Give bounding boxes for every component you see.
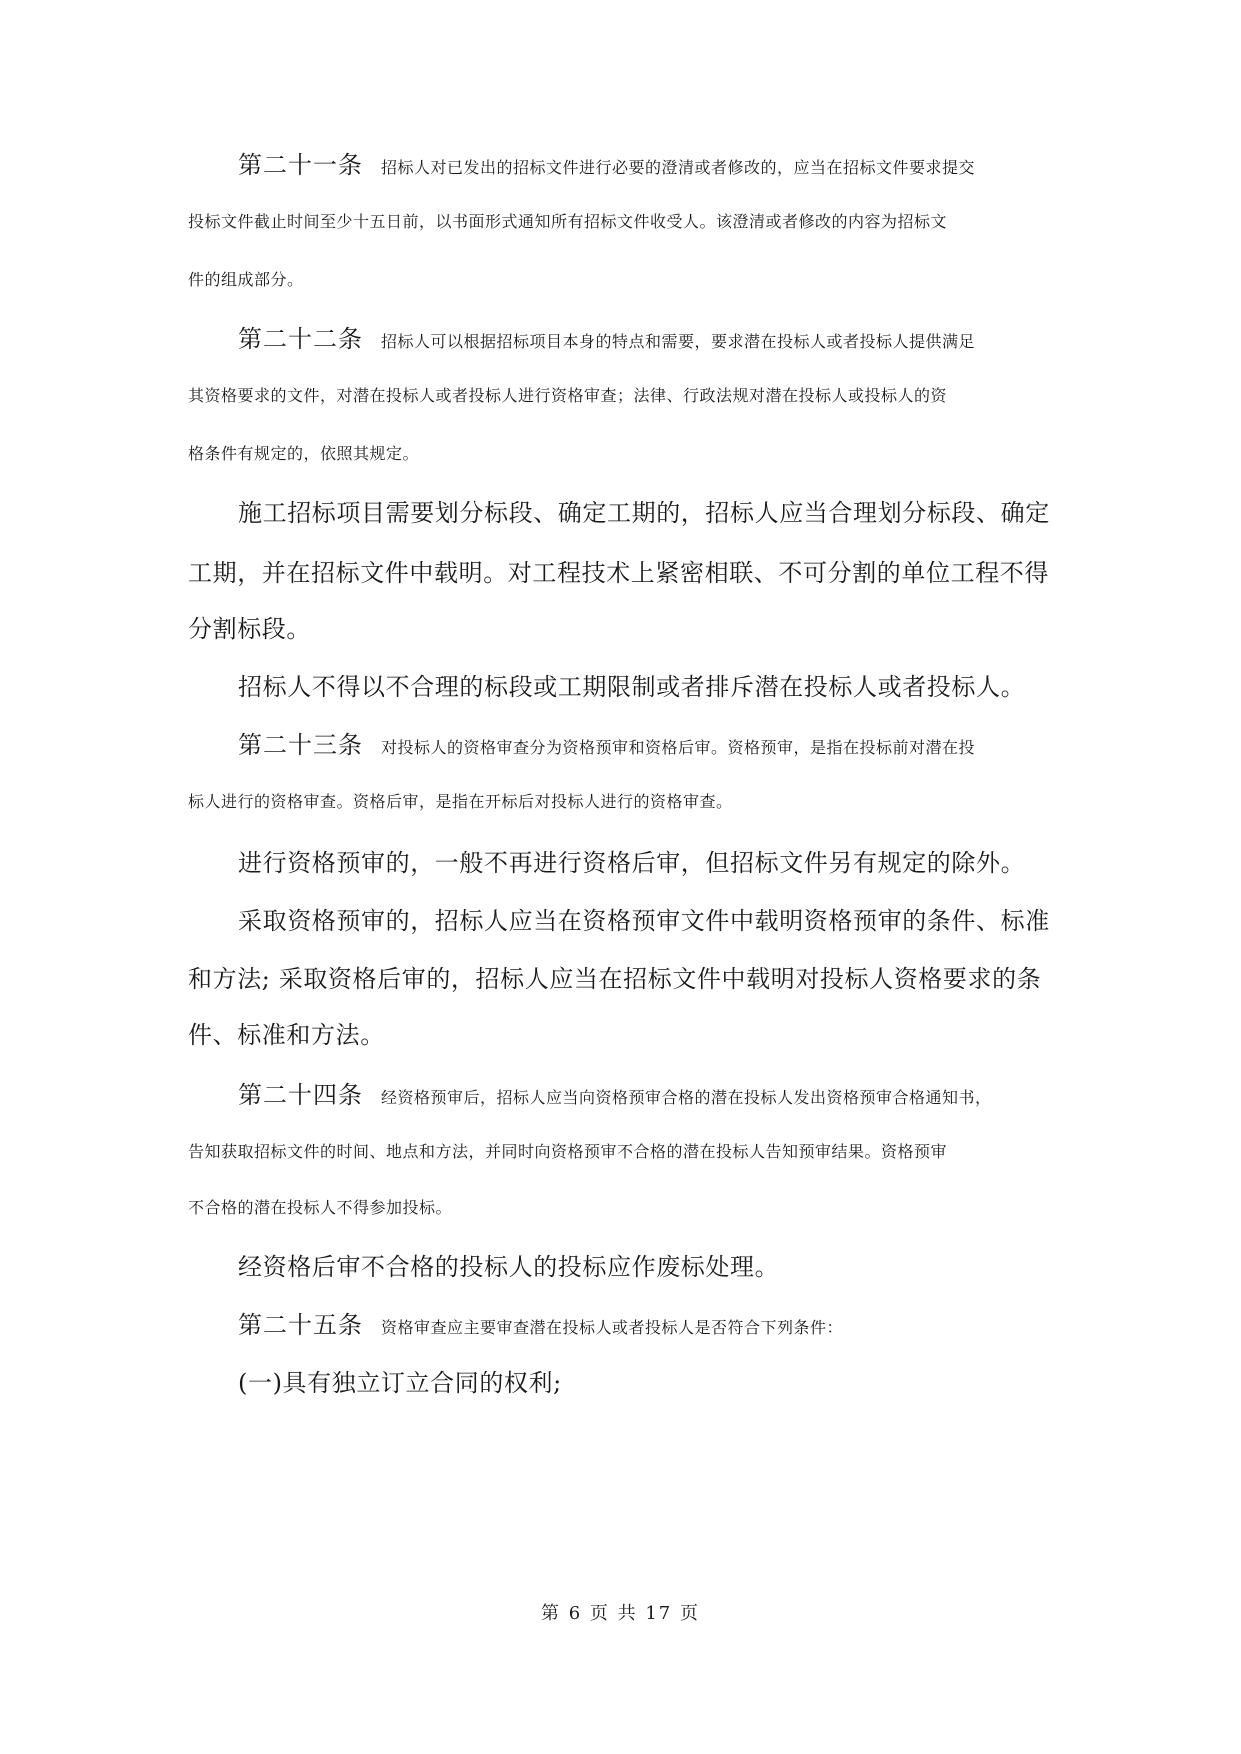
- sections-para-line-1: 施工招标项目需要划分标段、确定工期的，招标人应当合理划分标段、确定: [238, 499, 1050, 527]
- article-24-line-3: 不合格的潜在投标人不得参加投标。: [188, 1198, 453, 1217]
- article-25-label: 第二十五条: [238, 1311, 363, 1339]
- sections-para-line-2: 工期，并在招标文件中载明。对工程技术上紧密相联、不可分割的单位工程不得: [188, 559, 1049, 587]
- article-22-line-1: [238, 322, 1068, 356]
- item-1-line-1: (一)具有独立订立合同的权利;: [238, 1369, 562, 1397]
- article-22-line-3: 格条件有规定的，依照其规定。: [188, 444, 420, 463]
- article-23-line-2: 标人进行的资格审查。资格后审，是指在开标后对投标人进行的资格审查。: [188, 792, 733, 811]
- article-24-label: 第二十四条: [238, 1081, 363, 1109]
- article-23-line-1: [238, 728, 1068, 762]
- article-24-text-1: 经资格预审后，招标人应当向资格预审合格的潜在投标人发出资格预审合格通知书，: [381, 1088, 992, 1107]
- method-para-line-1: 采取资格预审的，招标人应当在资格预审文件中载明资格预审的条件、标准: [238, 907, 1050, 935]
- invalid-para-line-1: 经资格后审不合格的投标人的投标应作废标处理。: [238, 1253, 780, 1281]
- article-22-line-2: 其资格要求的文件，对潜在投标人或者投标人进行资格审查；法律、行政法规对潜在投标人或投标人的资: [188, 386, 948, 405]
- restrict-para-line-1: 招标人不得以不合理的标段或工期限制或者排斥潜在投标人或者投标人。: [238, 673, 1026, 701]
- article-21-line-2: 投标文件截止时间至少十五日前，以书面形式通知所有招标文件收受人。该澄清或者修改的内容为招标文: [188, 212, 948, 231]
- article-24-line-2: 告知获取招标文件的时间、地点和方法，并同时向资格预审不合格的潜在投标人告知预审结果。资格预审: [188, 1142, 948, 1161]
- method-para-line-3: 件、标准和方法。: [188, 1021, 385, 1049]
- article-21-label: 第二十一条: [238, 151, 363, 179]
- article-21-line-1: [238, 148, 1068, 182]
- article-25-line-1: [238, 1308, 1068, 1342]
- article-25-text-1: 资格审查应主要审查潜在投标人或者投标人是否符合下列条件：: [381, 1318, 844, 1337]
- article-24-line-1: [238, 1078, 1068, 1112]
- article-23-text-1: 对投标人的资格审查分为资格预审和资格后审。资格预审，是指在投标前对潜在投: [381, 738, 976, 757]
- sections-para-line-3: 分割标段。: [188, 615, 311, 643]
- method-para-line-2: 和方法; 采取资格后审的，招标人应当在招标文件中载明对投标人资格要求的条: [188, 965, 1042, 993]
- article-21-line-3: 件的组成部分。: [188, 270, 304, 289]
- article-22-label: 第二十二条: [238, 325, 363, 353]
- noreview-para-line-1: 进行资格预审的，一般不再进行资格后审，但招标文件另有规定的除外。: [238, 849, 1026, 877]
- page-number-footer: 第 6 页 共 17 页: [541, 1603, 700, 1624]
- article-21-text-1: 招标人对已发出的招标文件进行必要的澄清或者修改的，应当在招标文件要求提交: [381, 158, 976, 177]
- article-23-label: 第二十三条: [238, 731, 363, 759]
- article-22-text-1: 招标人可以根据招标项目本身的特点和需要，要求潜在投标人或者投标人提供满足: [381, 332, 976, 351]
